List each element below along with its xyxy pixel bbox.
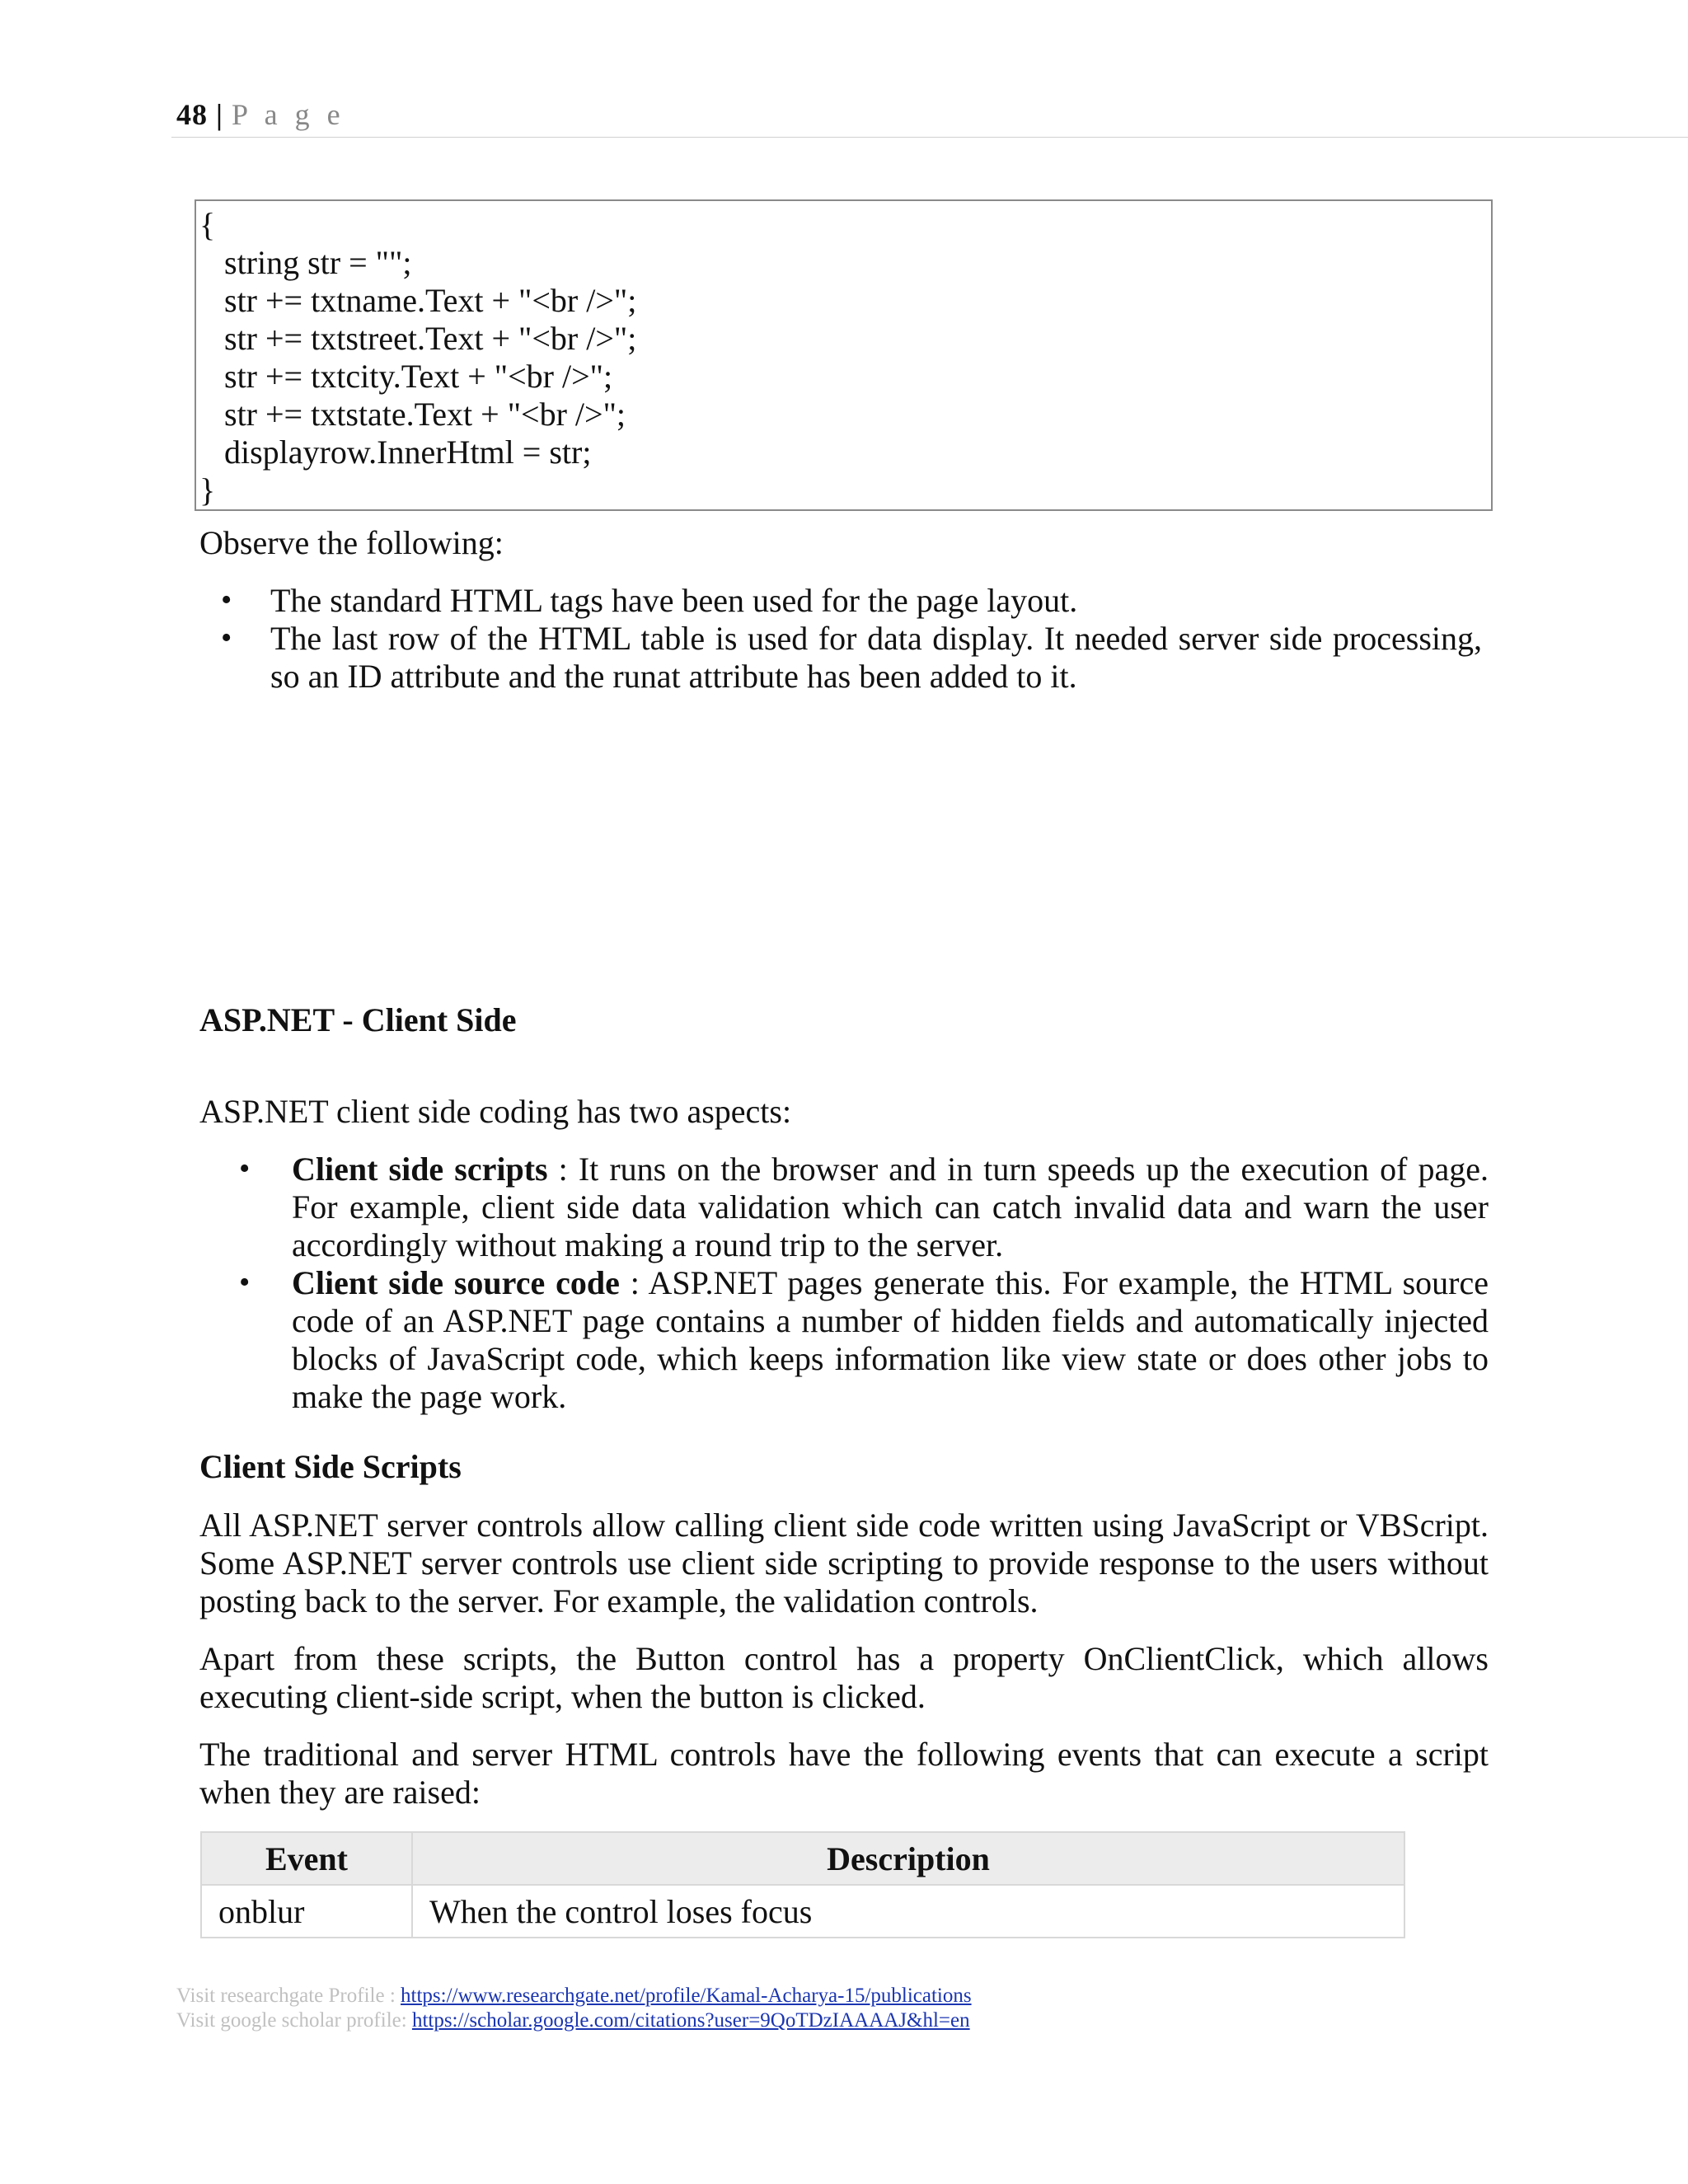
bullet-icon: • [221, 621, 232, 655]
header-divider [171, 137, 1688, 138]
table-header-description: Description [412, 1832, 1404, 1885]
item-term: Client side scripts [292, 1151, 548, 1188]
code-line: } [199, 471, 216, 509]
footer-label: Visit google scholar profile: [176, 2009, 412, 2032]
code-line: str += txtstreet.Text + "<br />"; [199, 320, 637, 357]
page-header [176, 97, 345, 132]
code-line: str += txtstate.Text + "<br />"; [199, 396, 626, 433]
page-number: 48 [176, 98, 208, 131]
client-side-intro: ASP.NET client side coding has two aspects: [199, 1093, 792, 1130]
researchgate-link[interactable]: https://www.researchgate.net/profile/Kamal-Acharya-15/publications [401, 1985, 972, 2007]
bullet-icon: • [221, 583, 232, 617]
client-side-item [292, 1264, 1489, 1416]
table-header-event: Event [201, 1832, 412, 1885]
bullet-icon: • [239, 1151, 251, 1186]
table-cell-description: When the control loses focus [412, 1885, 1404, 1938]
table-row [201, 1885, 1404, 1938]
scripts-paragraph: The traditional and server HTML controls have the following events that can execute a script when they are raised: [199, 1736, 1489, 1811]
bullet-icon: • [239, 1265, 251, 1300]
item-text: : It runs on the browser and in turn speeds up the execution of page. For example, client side data validation which can catch invalid data and warn the user accordingly without making a round trip to the server. [292, 1151, 1489, 1263]
section-heading-client-side: ASP.NET - Client Side [199, 1001, 517, 1038]
table-header-row [201, 1832, 1404, 1885]
table-cell-event: onblur [201, 1885, 412, 1938]
scripts-paragraph: All ASP.NET server controls allow calling client side code written using JavaScript or VBScript. Some ASP.NET server controls use client side scripting to provide response to the users without posting back to the server. For example, the validation controls. [199, 1507, 1489, 1619]
observe-item: The last row of the HTML table is used for data display. It needed server side processing, so an ID attribute and the runat attribute has been added to it. [270, 620, 1482, 695]
footer-scholar [176, 2009, 970, 2032]
code-line: str += txtcity.Text + "<br />"; [199, 358, 613, 395]
footer-label: Visit researchgate Profile : [176, 1985, 401, 2007]
client-side-item [292, 1151, 1489, 1264]
footer-researchgate [176, 1985, 972, 2008]
code-line: str += txtname.Text + "<br />"; [199, 282, 637, 319]
code-line: displayrow.InnerHtml = str; [199, 434, 592, 471]
section-heading-client-side-scripts: Client Side Scripts [199, 1448, 462, 1485]
page-word: P a g e [231, 98, 345, 131]
scholar-link[interactable]: https://scholar.google.com/citations?user=9QoTDzIAAAAJ&hl=en [411, 2009, 970, 2032]
scripts-paragraph: Apart from these scripts, the Button control has a property OnClientClick, which allows executing client-side script, when the button is clicked. [199, 1640, 1489, 1715]
item-term: Client side source code [292, 1264, 620, 1301]
page-separator: | [216, 98, 223, 131]
item-text: : ASP.NET pages generate this. For example, the HTML source code of an ASP.NET page contains a number of hidden fields and automatically injected blocks of JavaScript code, which keeps information like view state or does other jobs to make the page work. [292, 1264, 1489, 1415]
events-table [200, 1831, 1405, 1938]
code-line: { [199, 206, 216, 243]
code-line: string str = ""; [199, 244, 412, 281]
observe-intro: Observe the following: [199, 524, 504, 561]
observe-item: The standard HTML tags have been used for the page layout. [270, 582, 1078, 619]
